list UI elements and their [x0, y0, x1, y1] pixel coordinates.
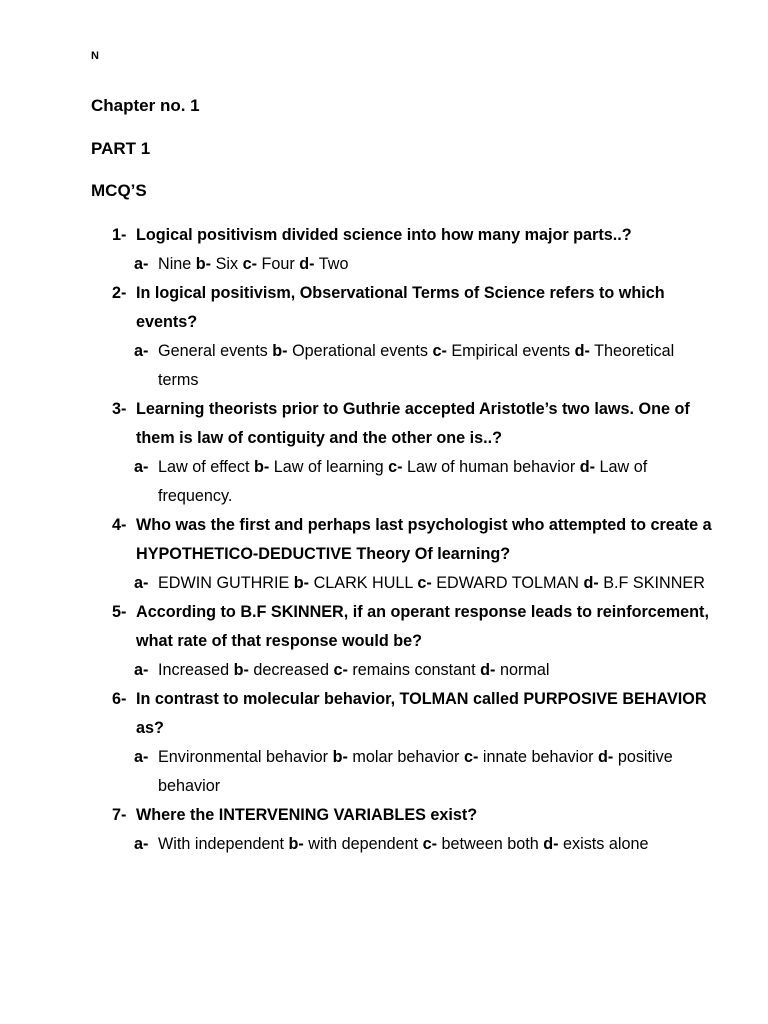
option-c: between both [441, 835, 539, 853]
option-label-a: a- [134, 835, 149, 853]
option-b: decreased [253, 661, 329, 679]
option-c: EDWARD TOLMAN [436, 574, 579, 592]
question-item [112, 685, 712, 801]
question-number: 3- [112, 400, 127, 418]
option-a: EDWIN GUTHRIE [158, 574, 290, 592]
question-item [112, 598, 712, 685]
part-heading: PART 1 [91, 139, 151, 158]
option-label-a: a- [134, 748, 149, 766]
option-label-d: d- [579, 458, 596, 476]
answer-options [112, 453, 712, 511]
option-label-a: a- [134, 255, 149, 273]
option-a: Increased [158, 661, 230, 679]
option-c: innate behavior [482, 748, 594, 766]
option-label-c: c- [432, 342, 447, 360]
question-number: 5- [112, 603, 127, 621]
question-text: Who was the first and perhaps last psychologist who attempted to create a HYPOTHETICO-DEDUCTIVE Theory Of learning? [136, 516, 712, 563]
option-b: Six [215, 255, 239, 273]
chapter-heading: Chapter no. 1 [91, 96, 200, 115]
answer-options [112, 656, 712, 685]
option-label-d: d- [583, 574, 599, 592]
option-b: molar behavior [352, 748, 460, 766]
option-label-c: c- [417, 574, 432, 592]
option-b: Operational events [292, 342, 428, 360]
option-label-a: a- [134, 342, 149, 360]
option-label-b: b- [288, 835, 304, 853]
question-item [112, 511, 712, 598]
question-text-block [112, 511, 712, 569]
question-number: 4- [112, 516, 127, 534]
option-a: With independent [158, 835, 284, 853]
option-label-b: b- [272, 342, 288, 360]
page-header-mark: N [91, 50, 99, 62]
question-item [112, 279, 712, 395]
question-text: According to B.F SKINNER, if an operant response leads to reinforcement, what rate of that response would be? [136, 603, 709, 650]
option-b: Law of learning [273, 458, 384, 476]
option-d: Two [318, 255, 349, 273]
answer-options [112, 250, 712, 279]
option-label-b: b- [254, 458, 270, 476]
option-a: Law of effect [158, 458, 250, 476]
answer-options [112, 337, 712, 395]
option-label-b: b- [195, 255, 212, 273]
question-text: Learning theorists prior to Guthrie accepted Aristotle’s two laws. One of them is law of contiguity and the other one is..? [136, 400, 690, 447]
question-number: 7- [112, 806, 127, 824]
question-list [112, 221, 712, 859]
question-text: In contrast to molecular behavior, TOLMAN called PURPOSIVE BEHAVIOR as? [136, 690, 707, 737]
question-text-block [112, 598, 712, 656]
option-c: remains constant [352, 661, 476, 679]
option-a: Environmental behavior [158, 748, 329, 766]
question-text-block [112, 395, 712, 453]
question-item [112, 395, 712, 511]
option-label-d: d- [299, 255, 315, 273]
question-text-block [112, 801, 712, 830]
option-a: General events [158, 342, 268, 360]
option-label-c: c- [388, 458, 403, 476]
option-label-d: d- [543, 835, 559, 853]
section-heading: MCQ’S [91, 181, 147, 200]
question-text: In logical positivism, Observational Terms of Science refers to which events? [136, 284, 665, 331]
option-label-a: a- [134, 574, 149, 592]
answer-options [112, 830, 712, 859]
question-text-block [112, 685, 712, 743]
question-text-block [112, 279, 712, 337]
option-d: exists alone [563, 835, 649, 853]
option-d: positive behavior [158, 748, 673, 795]
question-text-block [112, 221, 712, 250]
option-label-d: d- [598, 748, 614, 766]
option-d: normal [499, 661, 550, 679]
option-label-c: c- [463, 748, 479, 766]
option-d: Law of frequency. [158, 458, 648, 505]
answer-options [112, 569, 712, 598]
option-label-d: d- [574, 342, 590, 360]
option-label-b: b- [332, 748, 348, 766]
option-d: B.F SKINNER [603, 574, 705, 592]
option-label-c: c- [422, 835, 437, 853]
question-text: Where the INTERVENING VARIABLES exist? [136, 806, 478, 824]
option-a: Nine [158, 255, 192, 273]
question-number: 2- [112, 284, 127, 302]
option-b: with dependent [308, 835, 419, 853]
question-text: Logical positivism divided science into how many major parts..? [136, 226, 632, 244]
option-label-a: a- [134, 458, 149, 476]
option-label-c: c- [333, 661, 348, 679]
question-item [112, 221, 712, 279]
option-c: Law of human behavior [406, 458, 576, 476]
option-label-b: b- [293, 574, 310, 592]
question-number: 1- [112, 226, 127, 244]
answer-options [112, 743, 712, 801]
option-b: CLARK HULL [313, 574, 413, 592]
option-label-d: d- [480, 661, 496, 679]
option-label-a: a- [134, 661, 149, 679]
option-label-b: b- [233, 661, 249, 679]
option-d: Theoretical terms [158, 342, 675, 389]
question-item [112, 801, 712, 859]
option-c: Empirical events [451, 342, 571, 360]
option-c: Four [261, 255, 295, 273]
question-number: 6- [112, 690, 127, 708]
option-label-c: c- [242, 255, 257, 273]
